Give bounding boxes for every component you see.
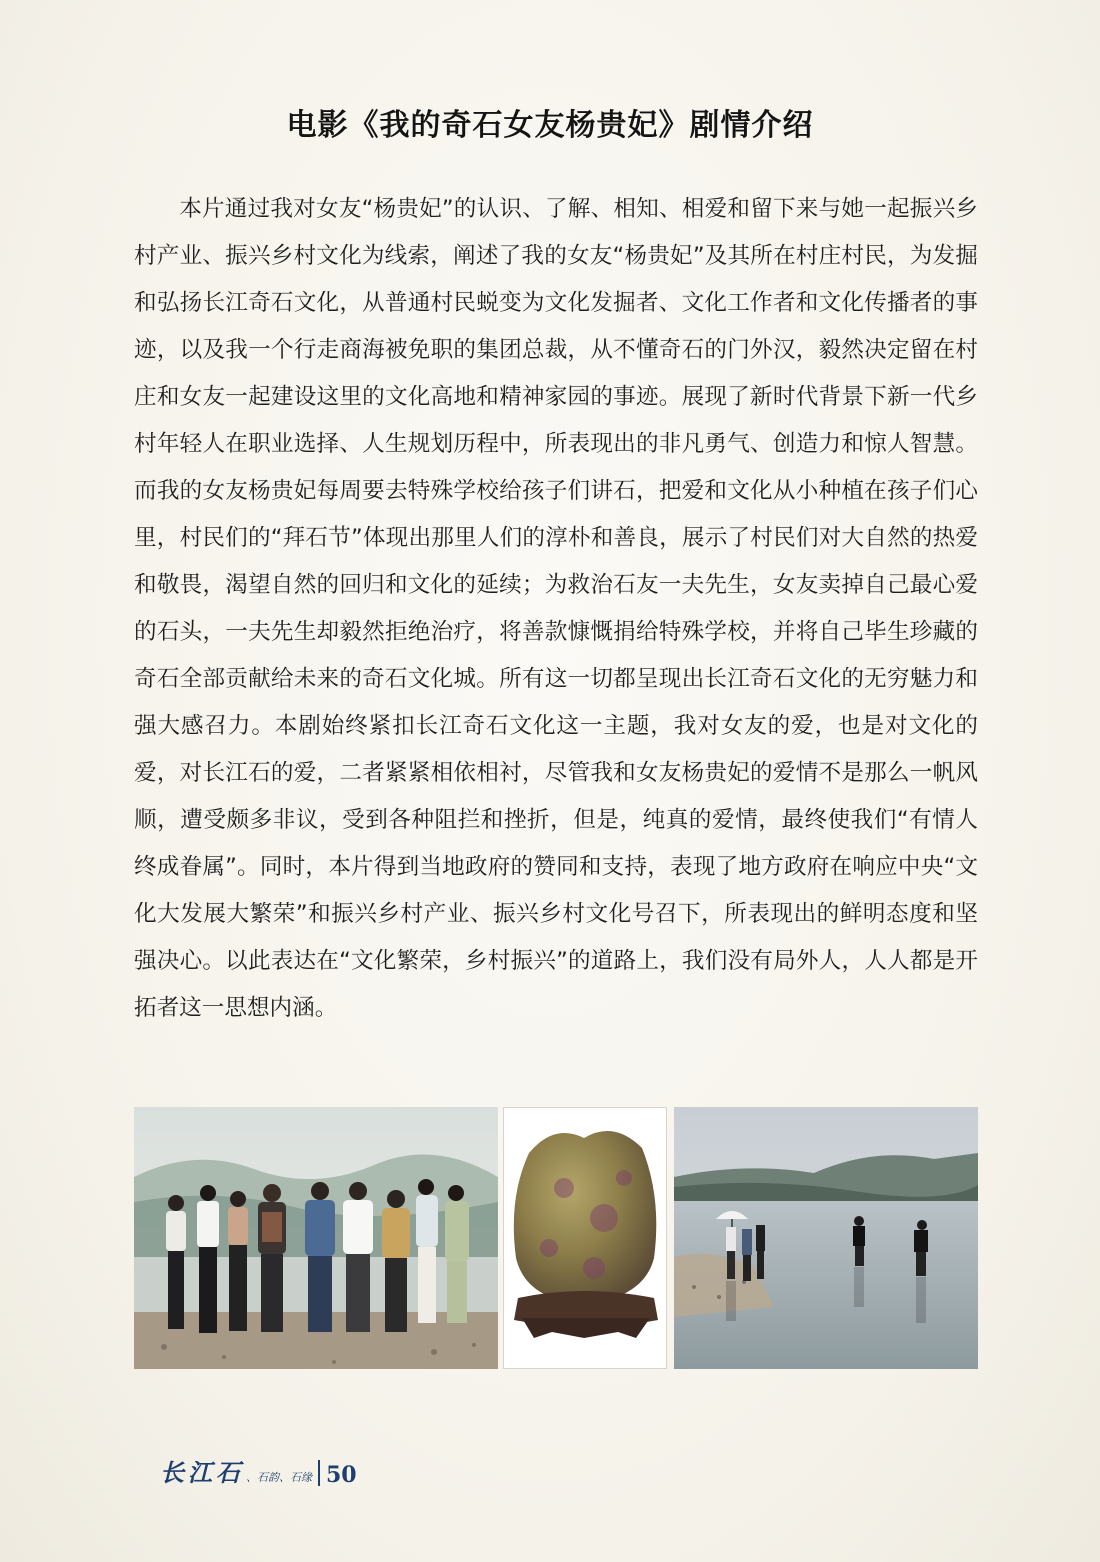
magazine-subtitle: 、石韵、石缘 xyxy=(246,1471,312,1484)
article-title: 电影《我的奇石女友杨贵妃》剧情介绍 xyxy=(286,108,814,143)
footer-divider xyxy=(318,1460,320,1486)
river-photo xyxy=(674,1107,978,1369)
page-number: 50 xyxy=(326,1462,357,1488)
article-body: 本片通过我对女友“杨贵妃”的认识、了解、相知、相爱和留下来与她一起振兴乡村产业、振兴乡村文化为线索，阐述了我的女友“杨贵妃”及其所在村庄村民，为发掘和弘扬长江奇石文化，从普通村民蜕变为文化发掘者、文化工作者和文化传播者的事迹，以及我一个行走商海被免职的集团总裁，从不懂奇石的门外汉，毅然决定留在村庄和女友一起建设这里的文化高地和精神家园的事迹。展现了新时代背景下新一代乡村年轻人在职业选择、人生规划历程中，所表现出的非凡勇气、创造力和惊人智慧。而我的女友杨贵妃每周要去特殊学校给孩子们讲石，把爱和文化从小种植在孩子们心里，村民们的“拜石节”体现出那里人们的淳朴和善良，展示了村民们对大自然的热爱和敬畏，渴望自然的回归和文化的延续；为救治石友一夫先生，女友卖掉自己最心爱的石头，一夫先生却毅然拒绝治疗，将善款慷慨捐给特殊学校，并将自己毕生珍藏的奇石全部贡献给未来的奇石文化城。所有这一切都呈现出长江奇石文化的无穷魅力和强大感召力。本剧始终紧扣长江奇石文化这一主题，我对女友的爱，也是对文化的爱，对长江石的爱，二者紧紧相依相衬，尽管我和女友杨贵妃的爱情不是那么一帆风顺，遭受颇多非议，受到各种阻拦和挫折，但是，纯真的爱情，最终使我们“有情人终成眷属”。同时，本片得到当地政府的赞同和支持，表现了地方政府在响应中央“文化大发展大繁荣”和振兴乡村产业、振兴乡村文化号召下，所表现出的鲜明态度和坚强决心。以此表达在“文化繁荣，乡村振兴”的道路上，我们没有局外人，人人都是开拓者这一思想内涵。 xyxy=(134,196,978,1021)
group-photo xyxy=(134,1107,498,1369)
page-footer xyxy=(160,1452,357,1488)
photo-strip xyxy=(134,1107,978,1369)
magazine-name: 长江石 xyxy=(160,1458,244,1487)
stone-photo xyxy=(503,1107,667,1369)
